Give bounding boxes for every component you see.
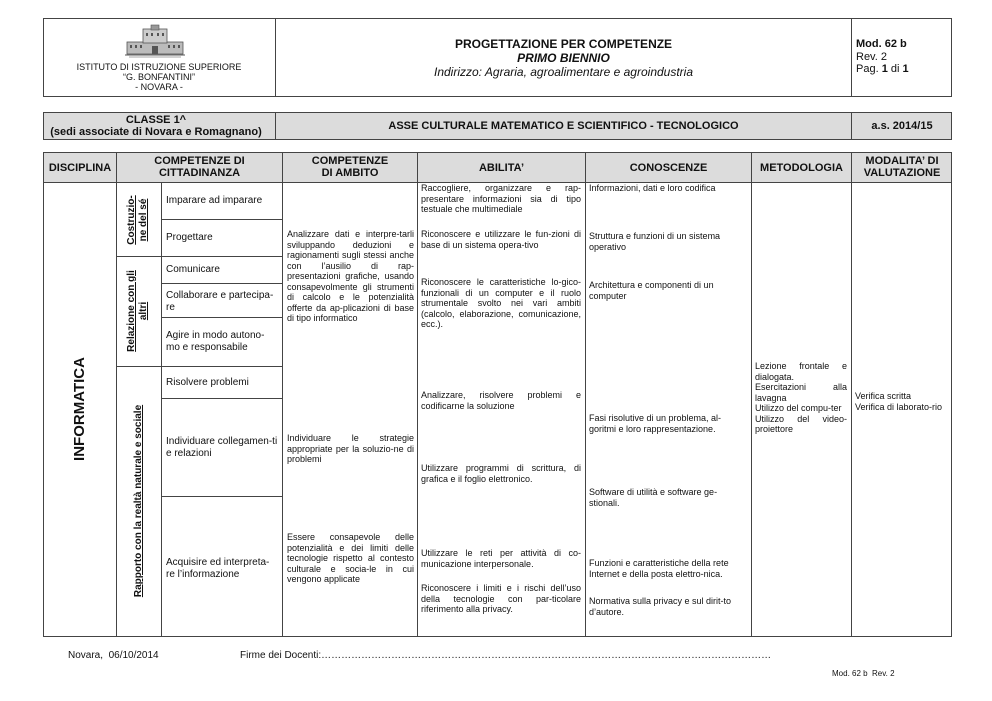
abilita-item: Utilizzare le reti per attività di co-municazione interpersonale. [421, 548, 581, 569]
cittadinanza-item: Comunicare [166, 264, 220, 275]
document-title-block [276, 37, 851, 79]
signatures-line: Firme dei Docenti:……………………………………………………………………………………………………………………… [240, 650, 772, 661]
school-name: ISTITUTO DI ISTRUZIONE SUPERIORE “G. BONFANTINI” - NOVARA - [76, 62, 242, 92]
group-label-relazione: Relazione con gli altri [126, 270, 149, 352]
abilita-item: Utilizzare programmi di scrittura, di grafica e il foglio elettronico. [421, 463, 581, 484]
address: Indirizzo: Agraria, agroalimentare e agroindustria [433, 65, 694, 79]
conoscenze-item: Struttura e funzioni di un sistema operativo [589, 231, 721, 252]
conoscenze-item: Architettura e componenti di un computer [589, 280, 714, 301]
cittadinanza-item: Acquisire ed interpreta-re l’informazione [166, 557, 270, 580]
school-year: a.s. 2014/15 [871, 120, 933, 132]
col-abilita: ABILITA’ [478, 162, 524, 174]
school-logo [125, 24, 185, 58]
group-label-rapporto: Rapporto con la realtà naturale e sociale [133, 404, 144, 598]
class-label: CLASSE 1^ (sedi associate di Novara e Romagnano) [50, 114, 262, 138]
revision: Rev. 2 [856, 50, 887, 63]
col-disciplina: DISCIPLINA [48, 162, 112, 174]
place-date: Novara, 06/10/2014 [68, 650, 159, 661]
metodologia-list: Lezione frontale e dialogata. Esercitazioni alla lavagna Utilizzo del compu-ter Utilizzo del video-proiettore [755, 361, 847, 434]
cittadinanza-item: Progettare [166, 232, 213, 243]
abilita-item: Riconoscere i limiti e i rischi dell’uso della tecnologie con par-ticolare riferimento alla privacy. [421, 583, 581, 614]
col-metodologia: METODOLOGIA [760, 162, 843, 174]
valutazione-list: Verifica scritta Verifica di laborato-rio [855, 391, 943, 412]
cittadinanza-item: Collaborare e partecipa-re [166, 290, 274, 313]
conoscenze-item: Informazioni, dati e loro codifica [589, 183, 716, 193]
ambito-item: Analizzare dati e interpre-tarli sviluppando deduzioni e ragionamenti sugli stessi anche con l’ausilio di rap-presentazioni grafiche, usando consapevolmente gli strumenti di calcolo e le potenzialità offerte da ap-plicazioni di base di tipo informatico [287, 229, 414, 323]
module-code: Mod. 62 b [856, 38, 907, 50]
cittadinanza-item: Agire in modo autono-mo e responsabile [166, 330, 265, 353]
col-conoscenze: CONOSCENZE [629, 162, 708, 174]
conoscenze-item: Normativa sulla privacy e sul dirit-to d’autore. [589, 596, 732, 617]
cittadinanza-item: Risolvere problemi [166, 377, 249, 388]
asse-culturale: ASSE CULTURALE MATEMATICO E SCIENTIFICO - TECNOLOGICO [388, 120, 739, 132]
col-cittadinanza: COMPETENZE DI CITTADINANZA [154, 155, 245, 179]
footer-module: Mod. 62 b Rev. 2 [832, 669, 895, 678]
document-subtitle: PRIMO BIENNIO [517, 51, 610, 65]
disciplina-name: INFORMATICA [71, 357, 88, 461]
abilita-item: Raccogliere, organizzare e rap-presentare informazioni sia di tipo testuale che multimediale [421, 183, 581, 214]
page-indicator: Pag. 1 di 1 [856, 63, 909, 75]
ambito-item: Essere consapevole delle potenzialità e dei limiti delle tecnologie rispetto al contesto culturale e socia-le in cui vengono applicate [287, 532, 414, 584]
ambito-item: Individuare le strategie appropriate per la soluzio-ne di problemi [287, 433, 414, 464]
abilita-item: Analizzare, risolvere problemi e codificarne la soluzione [421, 390, 581, 411]
module-info [856, 38, 950, 76]
cittadinanza-item: Individuare collegamen-ti e relazioni [166, 436, 278, 459]
document-title: PROGETTAZIONE PER COMPETENZE [454, 37, 673, 51]
conoscenze-item: Fasi risolutive di un problema, al-goritmi e loro rappresentazione. [589, 413, 722, 434]
col-valutazione: MODALITA’ DI VALUTAZIONE [863, 155, 941, 179]
col-ambito: COMPETENZE DI AMBITO [311, 155, 389, 179]
abilita-item: Riconoscere le caratteristiche lo-gico-funzionali di un computer e il ruolo strumentale svolto nei vari ambiti (calcolo, elaborazione, comunicazione, ecc.). [421, 277, 581, 329]
abilita-item: Riconoscere e utilizzare le fun-zioni di base di un sistema opera-tivo [421, 229, 581, 250]
conoscenze-item: Funzioni e caratteristiche della rete Internet e della posta elettro-nica. [589, 558, 729, 579]
cittadinanza-item: Imparare ad imparare [166, 195, 263, 206]
conoscenze-item: Software di utilità e software ge-stionali. [589, 487, 718, 508]
group-label-costruzione: Costruzio- ne del sé [126, 195, 149, 245]
